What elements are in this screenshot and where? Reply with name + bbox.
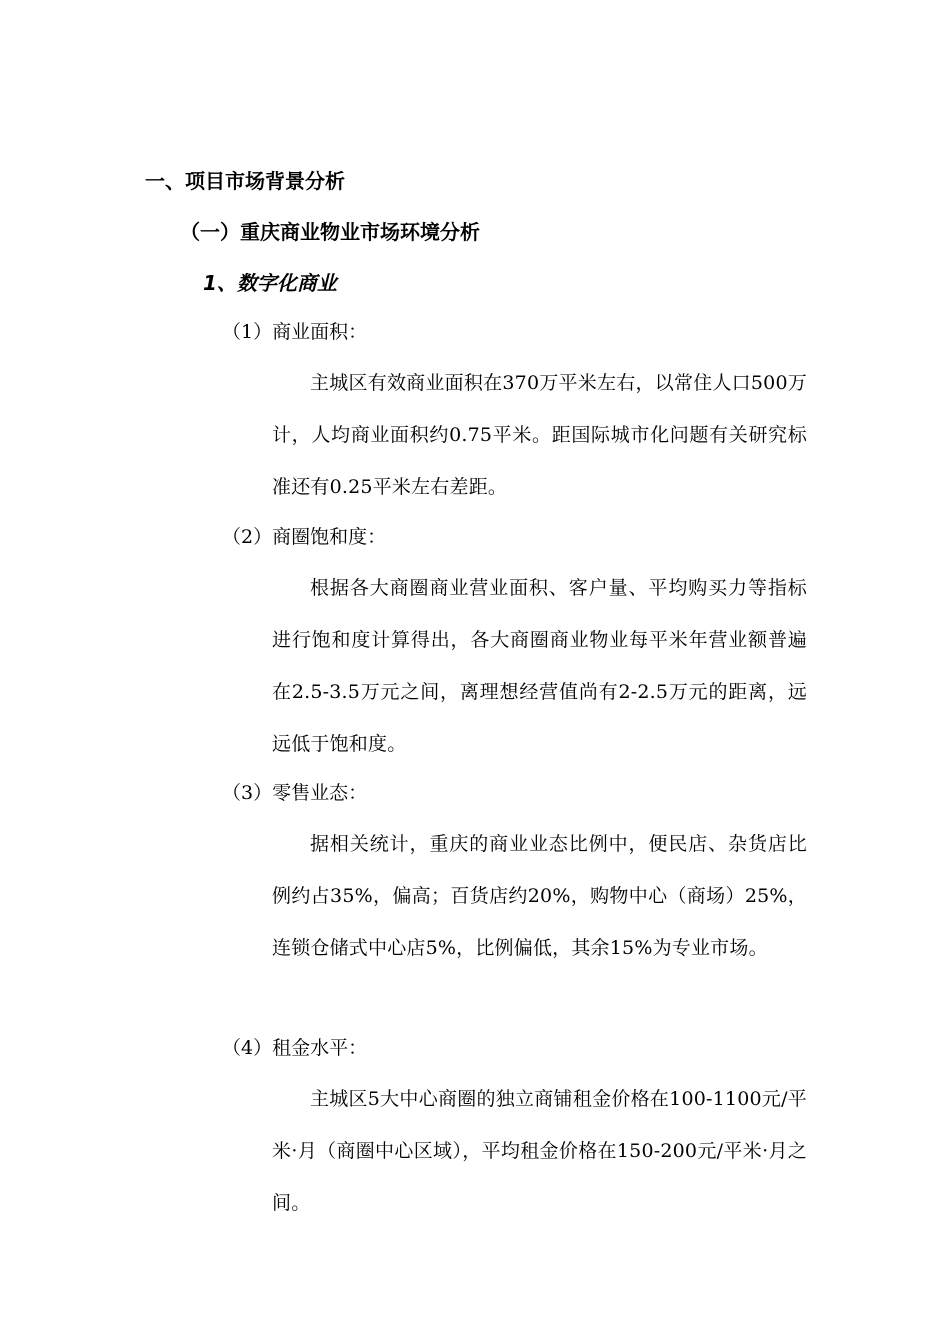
section-title-saturation: （2）商圈饱和度：	[222, 526, 387, 548]
section-body-saturation: 根据各大商圈商业营业面积、客户量、平均购买力等指标进行饱和度计算得出，各大商圈商业物业每平米年营业额普遍在2.5-3.5万元之间，离理想经营值尚有2-2.5万元的距离，远远低于饱和度。	[272, 577, 807, 755]
section-title-rent: （4）租金水平：	[222, 1037, 368, 1059]
heading-level-3: 1、数字化商业	[203, 271, 337, 295]
heading-level-2: （一）重庆商业物业市场环境分析	[180, 220, 480, 244]
section-title-retail: （3）零售业态：	[222, 782, 368, 804]
heading-level-1: 一、项目市场背景分析	[145, 169, 345, 193]
section-body-rent: 主城区5大中心商圈的独立商铺租金价格在100-1100元/平米·月（商圈中心区域），平均租金价格在150-200元/平米·月之间。	[272, 1088, 807, 1214]
section-body-retail: 据相关统计，重庆的商业业态比例中，便民店、杂货店比例约占35%，偏高；百货店约20%，购物中心（商场）25%，连锁仓储式中心店5%，比例偏低，其余15%为专业市场。	[272, 833, 807, 959]
section-body-area: 主城区有效商业面积在370万平米左右，以常住人口500万计，人均商业面积约0.75平米。距国际城市化问题有关研究标准还有0.25平米左右差距。	[272, 372, 807, 498]
section-title-area: （1）商业面积：	[222, 321, 368, 343]
